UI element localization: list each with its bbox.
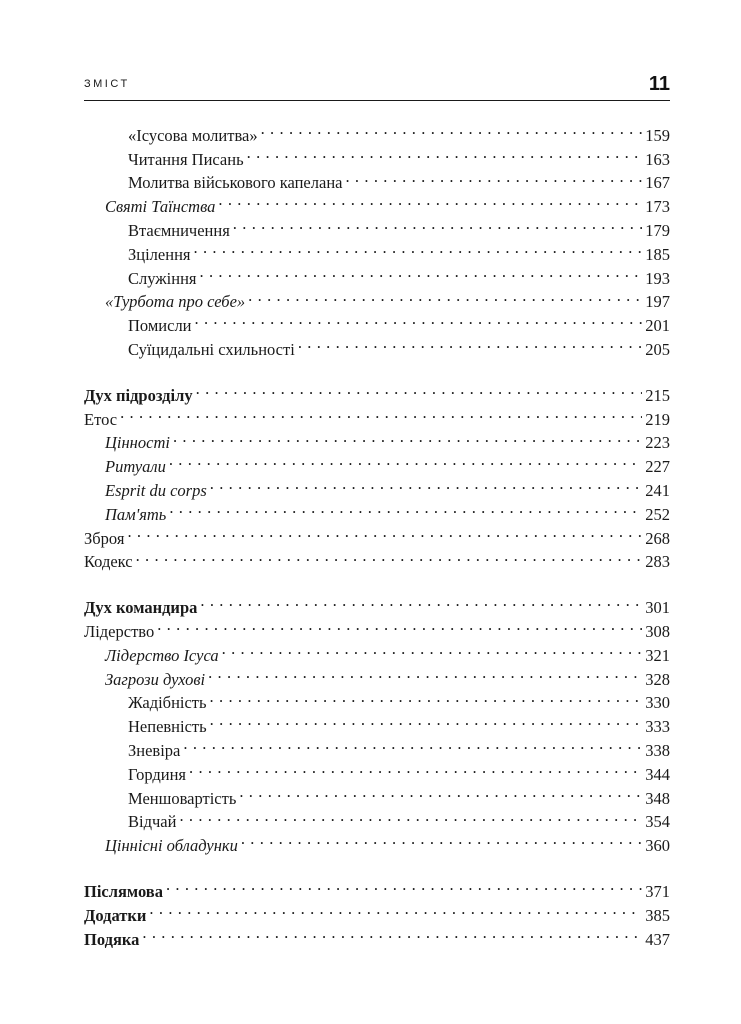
toc-entry-page: 197 xyxy=(645,292,670,312)
toc-entry-page: 437 xyxy=(645,929,670,949)
toc-entry[interactable] xyxy=(84,544,670,572)
dot-leader xyxy=(194,236,643,260)
dot-leader xyxy=(208,661,642,685)
toc-entry-title: Дух підрозділу xyxy=(84,385,193,405)
toc-entry-title: Жадібність xyxy=(128,693,207,713)
dot-leader xyxy=(222,637,643,661)
toc-entry-page: 252 xyxy=(645,504,670,524)
dot-leader xyxy=(173,425,642,449)
toc-entry-page: 179 xyxy=(645,220,670,240)
toc-entry-page: 371 xyxy=(645,881,670,901)
dot-leader xyxy=(233,212,642,236)
dot-leader xyxy=(248,284,642,308)
toc-entry-page: 354 xyxy=(645,812,670,832)
toc-entry-page: 283 xyxy=(645,552,670,572)
toc-entry[interactable] xyxy=(84,448,670,477)
toc-entry-title: Загрози духові xyxy=(105,669,206,689)
toc-entry-title: Додатки xyxy=(84,905,147,925)
page-header xyxy=(84,70,670,101)
toc-group xyxy=(84,873,670,949)
toc-entry-title: Кодекс xyxy=(84,552,133,572)
toc-entry[interactable] xyxy=(84,377,670,405)
toc-entry-title: Помисли xyxy=(128,316,192,336)
toc-entry-title: Цінності xyxy=(105,433,170,453)
dot-leader xyxy=(196,377,643,401)
dot-leader xyxy=(210,472,642,496)
toc-entry-page: 215 xyxy=(645,385,670,405)
toc-entry-page: 241 xyxy=(645,480,670,500)
toc-entry-title: Читання Писань xyxy=(128,149,244,169)
dot-leader xyxy=(149,897,642,921)
toc-entry[interactable] xyxy=(84,589,670,618)
toc-entry-page: 219 xyxy=(645,409,670,429)
toc-entry-page: 205 xyxy=(645,339,670,359)
dot-leader xyxy=(239,780,642,804)
dot-leader xyxy=(183,732,642,756)
dot-leader xyxy=(127,520,642,544)
toc-entry-page: 338 xyxy=(645,740,670,760)
toc-entry-page: 360 xyxy=(645,836,670,856)
toc-entry[interactable] xyxy=(84,520,670,548)
dot-leader xyxy=(218,188,642,212)
dot-leader xyxy=(210,708,643,732)
table-of-contents xyxy=(84,117,670,949)
toc-entry-page: 163 xyxy=(645,149,670,169)
dot-leader xyxy=(200,589,642,613)
toc-entry-title: Непевність xyxy=(128,717,207,737)
toc-entry-page: 167 xyxy=(645,173,670,193)
dot-leader xyxy=(241,827,642,851)
toc-entry-page: 330 xyxy=(645,693,670,713)
toc-entry-page: 344 xyxy=(645,764,670,784)
toc-entry-title: Лідерство Ісуса xyxy=(105,645,219,665)
dot-leader xyxy=(345,165,642,189)
toc-entry-title: Етос xyxy=(84,409,118,429)
toc-entry-page: 201 xyxy=(645,316,670,336)
page-number: 11 xyxy=(648,73,670,95)
dot-leader xyxy=(247,141,643,165)
toc-entry[interactable] xyxy=(84,637,670,665)
toc-entry[interactable] xyxy=(84,921,670,949)
running-head: ЗМІСТ xyxy=(84,78,130,90)
toc-entry-title: Гординя xyxy=(128,764,187,784)
dot-leader xyxy=(261,117,643,141)
toc-entry-title: Післямова xyxy=(84,881,163,901)
dot-leader xyxy=(179,804,642,828)
toc-entry-page: 159 xyxy=(645,125,670,145)
toc-entry-title: Лідерство xyxy=(84,621,155,641)
toc-entry[interactable] xyxy=(84,401,670,429)
toc-entry-page: 223 xyxy=(645,433,670,453)
toc-entry-page: 268 xyxy=(645,528,670,548)
toc-entry-title: Служіння xyxy=(128,268,197,288)
toc-entry-page: 173 xyxy=(645,197,670,217)
dot-leader xyxy=(195,307,643,331)
toc-entry[interactable] xyxy=(84,897,670,925)
toc-entry[interactable] xyxy=(84,496,670,524)
toc-entry-page: 193 xyxy=(645,268,670,288)
toc-entry-page: 348 xyxy=(645,788,670,808)
toc-entry-page: 227 xyxy=(645,457,670,477)
toc-entry[interactable] xyxy=(84,425,670,453)
toc-entry-title: Ритуали xyxy=(105,457,166,477)
toc-group xyxy=(84,589,670,856)
dot-leader xyxy=(169,448,642,472)
dot-leader xyxy=(142,921,642,945)
toc-group xyxy=(84,117,670,359)
dot-leader xyxy=(189,756,642,780)
toc-entry-page: 321 xyxy=(645,645,670,665)
toc-entry-title: «Ісусова молитва» xyxy=(128,125,258,145)
toc-entry[interactable] xyxy=(84,613,670,641)
toc-entry-title: Зцілення xyxy=(128,244,191,264)
toc-entry-title: Меншовартість xyxy=(128,788,237,808)
toc-entry-page: 328 xyxy=(645,669,670,689)
toc-entry-page: 301 xyxy=(645,598,670,618)
dot-leader xyxy=(210,685,643,709)
dot-leader xyxy=(166,873,642,897)
toc-entry-title: Ціннісні обладунки xyxy=(105,836,238,856)
toc-entry-title: Відчай xyxy=(128,812,177,832)
toc-entry-title: Дух командира xyxy=(84,598,198,618)
toc-entry-title: Esprit du corps xyxy=(105,480,207,500)
toc-entry-title: Зневіра xyxy=(128,740,181,760)
toc-group xyxy=(84,377,670,572)
dot-leader xyxy=(169,496,642,520)
dot-leader xyxy=(157,613,642,637)
toc-entry-title: Святі Таїнства xyxy=(105,197,216,217)
toc-entry[interactable] xyxy=(84,472,670,500)
dot-leader xyxy=(200,260,643,284)
toc-entry-page: 185 xyxy=(645,244,670,264)
dot-leader xyxy=(136,544,643,568)
dot-leader xyxy=(298,331,642,355)
dot-leader xyxy=(120,401,642,425)
toc-entry-page: 385 xyxy=(645,905,670,925)
toc-entry[interactable] xyxy=(84,873,670,901)
toc-entry-title: Молитва військового капелана xyxy=(128,173,343,193)
toc-entry-title: Пам'ять xyxy=(105,504,167,524)
toc-entry-page: 333 xyxy=(645,717,670,737)
toc-entry-title: Суїцидальні схильності xyxy=(128,339,295,359)
toc-entry-title: «Турбота про себе» xyxy=(105,292,246,312)
toc-entry-title: Зброя xyxy=(84,528,125,548)
toc-entry-title: Втаємничення xyxy=(128,220,230,240)
toc-entry-page: 308 xyxy=(645,621,670,641)
toc-entry-title: Подяка xyxy=(84,929,140,949)
toc-entry[interactable] xyxy=(84,117,670,145)
